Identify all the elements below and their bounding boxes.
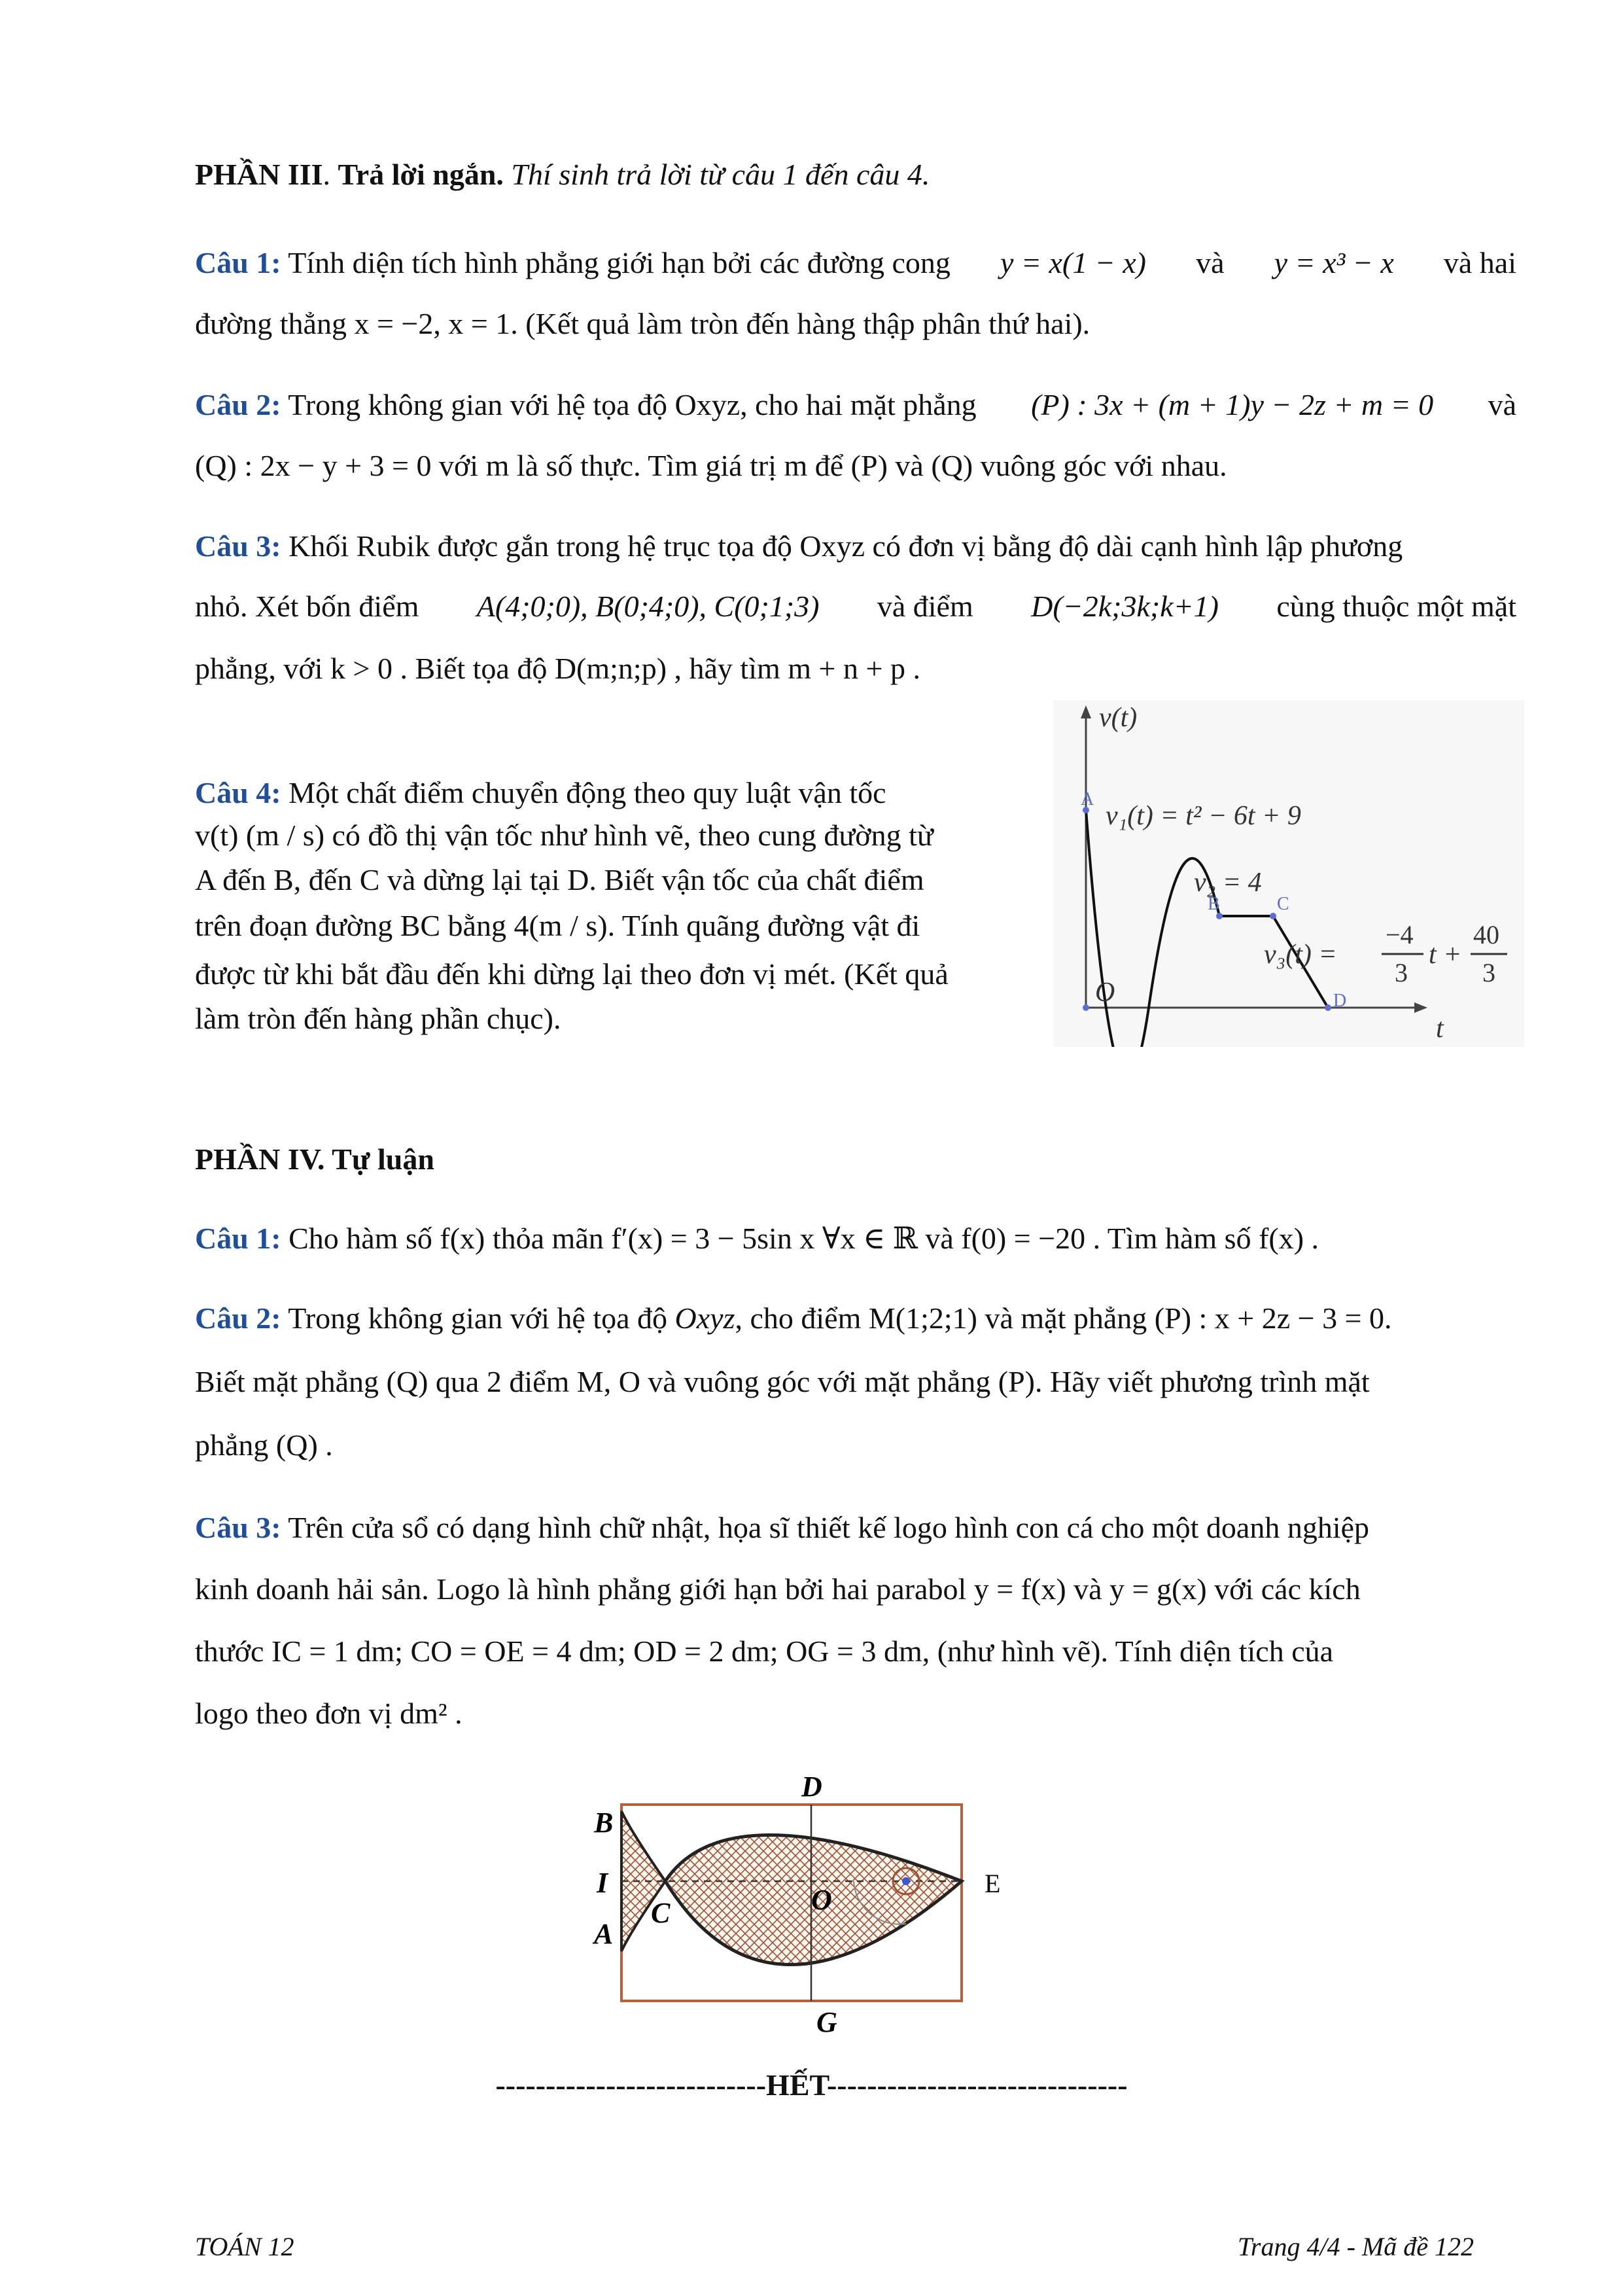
fish-eye-dot	[902, 1877, 910, 1885]
fig-label-d: D	[801, 1773, 822, 1803]
graph-origin: O	[1095, 978, 1115, 1008]
graph-v3-num1: −4	[1386, 920, 1414, 949]
p3-q4-line4: trên đoạn đường BC bằng 4(m / s). Tính quãng đường vật đi	[195, 909, 920, 942]
graph-label-c: C	[1277, 894, 1289, 914]
p4-q1-text: Cho hàm số f(x) thỏa mãn f′(x) = 3 − 5sin x ∀x ∈ ℝ và f(0) = −20 . Tìm hàm số f(x) .	[288, 1222, 1319, 1255]
graph-label-b: B	[1208, 894, 1220, 914]
p3-q4-line3: A đến B, đến C và dừng lại tại D. Biết vận tốc của chất điểm	[195, 863, 924, 896]
p3-q3-text-2e: cùng thuộc một mặt	[1276, 590, 1516, 623]
p3-q3-line2	[195, 589, 1516, 624]
fig-label-i: I	[597, 1867, 608, 1899]
p3-q4-line2: v(t) (m / s) có đồ thị vận tốc như hình vẽ, theo cung đường từ	[195, 819, 934, 852]
p3-q2-and: và	[1488, 388, 1516, 421]
p3-q4-label: Câu 4:	[195, 776, 281, 809]
fig-label-b: B	[594, 1807, 614, 1839]
graph-ylabel: v(t)	[1099, 703, 1138, 733]
point-o	[1083, 1004, 1089, 1011]
graph-label-a: A	[1081, 789, 1094, 809]
p3-q3-text-1: Khối Rubik được gắn trong hệ trục tọa độ Oxyz có đơn vị bằng độ dài cạnh hình lập phương	[288, 529, 1403, 563]
end-marker: ---------------------------HẾT------------------------------	[495, 2068, 1128, 2102]
fig-label-g: G	[816, 2006, 837, 2038]
p3-q3-point-d: D(−2k;3k;k+1)	[1031, 590, 1219, 623]
p3-q3-line3: phẳng, với k > 0 . Biết tọa độ D(m;n;p) , hãy tìm m + n + p .	[195, 652, 920, 685]
fig-label-c: C	[651, 1897, 671, 1929]
p3-q1-and: và	[1196, 246, 1225, 279]
graph-v3-den1: 3	[1395, 958, 1408, 987]
p4-q3-text-1: Trên cửa sổ có dạng hình chữ nhật, họa sĩ thiết kế logo hình con cá cho một doanh nghiệp	[288, 1511, 1370, 1544]
footer-right: Trang 4/4 - Mã đề 122	[1237, 2232, 1474, 2261]
p3-q3-points: A(4;0;0), B(0;4;0), C(0;1;3)	[476, 590, 820, 623]
part3-instruction: Thí sinh trả lời từ câu 1 đến câu 4.	[511, 158, 930, 191]
p3-q1-line2: đường thẳng x = −2, x = 1. (Kết quả làm tròn đến hàng thập phân thứ hai).	[195, 307, 1091, 340]
graph-v1-formula: v₁(t) = t² − 6t + 9	[1106, 801, 1301, 831]
part3-sep: .	[323, 158, 338, 191]
footer-left: TOÁN 12	[195, 2232, 294, 2261]
p3-q2-label: Câu 2:	[195, 388, 281, 421]
part3-title: PHẦN III	[195, 158, 323, 191]
p3-q1-text-a: Tính diện tích hình phẳng giới hạn bởi các đường cong	[288, 246, 951, 279]
part4-heading: PHẦN IV. Tự luận	[195, 1142, 434, 1176]
p4-q2-line3: phẳng (Q) .	[195, 1428, 333, 1462]
p3-q2-plane-p: (P) : 3x + (m + 1)y − 2z + m = 0	[1031, 388, 1434, 421]
p4-q2-line1	[195, 1301, 1516, 1335]
p4-q1-label: Câu 1:	[195, 1222, 281, 1255]
p3-q2-line2: (Q) : 2x − y + 3 = 0 với m là số thực. Tìm giá trị m để (P) và (Q) vuông góc với nhau.	[195, 449, 1227, 482]
p3-q3-text-2a: nhỏ. Xét bốn điểm	[195, 590, 419, 623]
p4-q2-line2: Biết mặt phẳng (Q) qua 2 điểm M, O và vuông góc với mặt phẳng (P). Hãy viết phương trình mặt	[195, 1365, 1370, 1398]
p4-q2-text-a: Trong không gian với hệ tọa độ	[288, 1301, 668, 1335]
p3-q3-line1	[195, 529, 1516, 563]
p4-q3-line2: kinh doanh hải sản. Logo là hình phẳng giới hạn bởi hai parabol y = f(x) và y = g(x) với các kích	[195, 1572, 1361, 1606]
p3-q1-label: Câu 1:	[195, 246, 281, 279]
p3-q4-text-1: Một chất điểm chuyển động theo quy luật vận tốc	[288, 776, 886, 809]
p4-q3-line1	[195, 1510, 1516, 1545]
fig-label-a: A	[594, 1918, 614, 1950]
p4-q1-line1	[195, 1220, 1516, 1256]
graph-v2-formula: v₂ = 4	[1194, 868, 1262, 898]
p4-q2-oxyz: Oxyz	[674, 1301, 735, 1335]
p4-q3-label: Câu 3:	[195, 1511, 281, 1544]
p3-q2-text-a: Trong không gian với hệ tọa độ Oxyz, cho hai mặt phẳng	[288, 388, 977, 421]
graph-v3-mid: t +	[1429, 940, 1462, 970]
graph-xlabel: t	[1436, 1014, 1444, 1044]
fish-logo-figure	[576, 1773, 1034, 2048]
p3-q1-curve2: y = x³ − x	[1274, 246, 1394, 279]
p3-q3-label: Câu 3:	[195, 529, 281, 563]
fig-label-o: O	[811, 1884, 832, 1916]
part3-heading	[195, 157, 1516, 192]
p3-q1-line1	[195, 245, 1516, 280]
fig-label-e: E	[985, 1869, 1001, 1898]
p3-q1-text-e: và hai	[1443, 246, 1516, 279]
point-d	[1325, 1004, 1331, 1011]
p3-q2-line1	[195, 387, 1516, 422]
graph-v3-den2: 3	[1482, 958, 1495, 987]
p3-q1-curve1: y = x(1 − x)	[1000, 246, 1146, 279]
velocity-graph	[1053, 700, 1524, 1047]
point-c	[1270, 913, 1276, 919]
p3-q4-line5: được từ khi bắt đầu đến khi dừng lại theo đơn vị mét. (Kết quả	[195, 957, 949, 991]
p3-q4-line1	[195, 775, 1032, 810]
graph-v3-num2: 40	[1473, 920, 1499, 949]
p3-q4-line6: làm tròn đến hàng phần chục).	[195, 1002, 561, 1035]
p4-q3-line4: logo theo đơn vị dm² .	[195, 1697, 462, 1730]
graph-label-d: D	[1333, 991, 1347, 1011]
graph-v3-left: v₃(t) =	[1264, 940, 1337, 970]
p4-q3-line3: thước IC = 1 dm; CO = OE = 4 dm; OD = 2 dm; OG = 3 dm, (như hình vẽ). Tính diện tích của	[195, 1634, 1334, 1668]
p4-q2-text-c: , cho điểm M(1;2;1) và mặt phẳng (P) : x + 2z − 3 = 0.	[735, 1301, 1392, 1335]
p3-q3-text-2c: và điểm	[877, 590, 973, 623]
part3-subtitle: Trả lời ngắn.	[338, 158, 504, 191]
p4-q2-label: Câu 2:	[195, 1301, 281, 1335]
